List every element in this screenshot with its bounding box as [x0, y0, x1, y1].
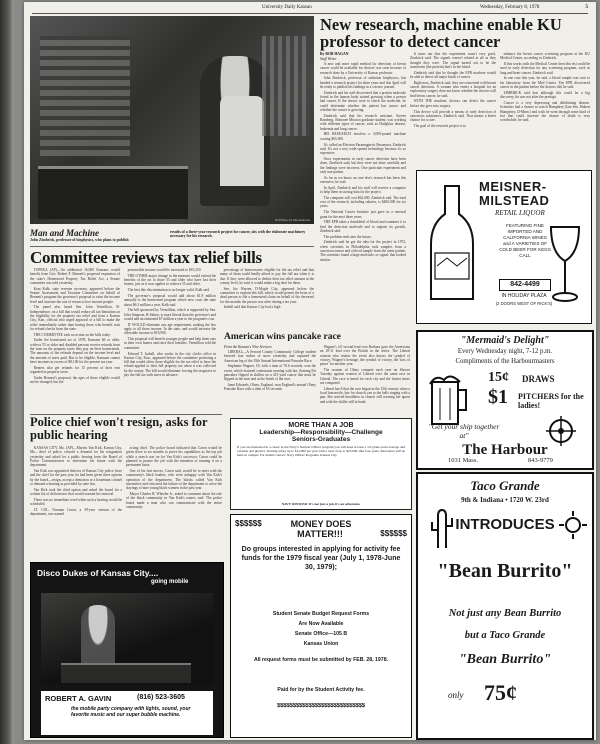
cancer-paragraph: In one case this year, he said, a blood sample was sent to his laboratory from the Med Center. The EPR discovered cancer in the patient before the doctors did, he said. [500, 76, 590, 90]
taco-tagline-2: but a Taco Grande [464, 630, 546, 641]
cancer-paragraph: Zimbrick said he got the idea for the project in 1972, when scientists in Philadelphia took samples from a cancerous tumor and a blood sample from the same patient. The scientists found a large molecule, or signal, that looked similar. [320, 240, 406, 262]
tax-column-3 [220, 268, 314, 326]
cancer-column-2 [410, 52, 496, 152]
news-photo [30, 16, 314, 224]
tax-paragraph: THE OTHER major change in the measure would extend the benefits of the act to those 55 and older who have lost their homes, just as it now applies to widows 55 and older. [124, 273, 216, 287]
cancer-paragraph: This device will provide a means of early detection of cancerous substances, Zimbrick said. That means a better chance for a cure. [410, 109, 496, 123]
cancer-paragraph: In April, Zimbrick and his staff will receive a computer to help them in storing data for the project. [320, 185, 406, 195]
taco-only: only [448, 690, 464, 700]
tax-paragraph: The panel also heard Sen. John Vermillion, R-Independence, on a bill that would reduce all tax limitation on the eligibility for the property tax relief and from a Kansas City, Kan., official who urged approval of a bill to make the relief immediately rather than having those who benefit wait for refund checks from the state. [30, 305, 120, 331]
tax-paragraph: Under the homestead act of 1978, Kansans 60 or older, widows 55 or older and disabled persons receive refunds from the state on the property taxes they pay on their homesteads. The amounts of the refunds depend on the income level and the amount of taxes paid. But to be eligible, Kansans cannot have incomes in excess of $8,100 for the present tax year. [30, 338, 120, 364]
cancer-paragraph: Cancer is a very depressing and debilitating disease. Scientists had a chance to watch Humphrey (late Sen. Hubert Humphrey, D-Minn.) and wish he went through some kind of test that could increase the chance of death is very worthwhile, he said. [500, 100, 590, 123]
harbour-slogan: "Get your ship together at" [428, 422, 500, 440]
money-forms-line2: Are Now Available [298, 621, 344, 627]
tax-paragraph: Isabell said that Kansas City had a high [220, 305, 281, 310]
taco-price: 75¢ [484, 680, 517, 705]
meisner-name-2: MILSTEAD [479, 193, 550, 208]
meisner-name-1: MEISNER- [479, 179, 547, 194]
cancer-paragraph: It's called an Electron Paramagnetic Resonator, Zimbrick said. It's not a very wide-spread technology because it's so expensive. [320, 142, 406, 156]
issue-date: Wednesday, February 8, 1978 [480, 5, 540, 10]
cancer-byline-role: Staff Writer [320, 57, 337, 61]
tax-column-2 [124, 268, 216, 410]
tax-paragraph: THE COMMITTEE took no action on the bills today. [30, 332, 111, 337]
harbour-price-2: $1 [488, 386, 508, 408]
cancer-paragraph: Zimbrick said that his research assistant, Steven Bamberg, Shawnee Mission graduate student, was working with different types of cancer, such as Hodgkins disease, leukemia and lung cancer. [320, 113, 406, 131]
equipment-rack [262, 36, 310, 136]
cancer-column-1 [320, 62, 406, 328]
taco-ad [416, 472, 594, 740]
tax-paragraph: This proposal will benefit younger people and help them stay in their own homes and raise their families, Vermillion told the committee. [124, 337, 216, 350]
wine-bottle-illustration [423, 181, 483, 311]
pancake-column-1 [224, 350, 316, 412]
cancer-paragraph: The goal of the research project is to [410, 123, 467, 128]
harbour-address: 1031 Mass. [448, 457, 478, 464]
photo-credit: Staff Photo by Tim Anderson [274, 218, 310, 222]
tax-paragraph: Edward T. Isabell, who works in the city clerk's office in Kansas City, Kan., appeared before the committee protesting a bill that would allow those eligible for the tax relief to have the refund applied to their full property tax when it was collected by the county. The bill would eliminate forcing the taxpayers to pay the full tax with taxes in advance. [124, 351, 216, 378]
cancer-paragraph: If this works with the Medical Center then this test could be used in early detection for any screening program, such as lung and heart cancer, Zimbrick said. [500, 62, 590, 75]
dj-figure [81, 605, 115, 665]
cancer-column-3 [500, 52, 590, 152]
tax-paragraph: The bill sponsored by Vermillion, which is supported by Sen. John Simpson, R-Salina, is more liberal than the governor's and would add an estimated $7 million a year to the program's cost. [124, 308, 216, 321]
police-headline: Police chief won't resign, asks for public hearing [30, 415, 208, 442]
pancake-paragraph: LIBERAL—A Seward County Community College student breezed four inches of snow yesterday and captured the American leg of the 29th Annual International Pancake Race. [224, 350, 316, 363]
disco-ad [30, 562, 224, 738]
cancer-paragraph: Once experiments in early cancer detection have been done, Zimbrick said, but they were not done carefully and the findings were incorrect. One particular experiment and only one patient. [320, 156, 406, 174]
cancer-paragraph: Zimbrick and his staff discovered that a protein molecule found in the human body started growing when a person had cancer. If the doctor were to check the molecule, he could determine whether the patient has cancer and whether the cancer is growing. [320, 90, 406, 112]
cancer-paragraph: As far as we know, no one else's research has been this extensive, he said. [320, 175, 406, 184]
tax-paragraph: TOPEKA (AP)—An additional 16,000 Kansans would benefit from Gov. Robert F. Bennett's proposed expansion of the state's Homestead Property Tax Relief Act, a Senate committee was told yesterday. [30, 268, 120, 285]
disco-subtitle: going mobile [151, 579, 189, 585]
money-deadline: All request forms must be submitted by FEB. 28, 1978. [253, 657, 389, 663]
police-column-1 [30, 446, 122, 556]
meisner-phone: 842-4499 [499, 279, 551, 291]
cancer-paragraph: The National Cancer Institute just gave us a renewal grant for the next three years. [320, 210, 406, 219]
tax-headline: Committee reviews tax relief bills [30, 248, 262, 267]
cancer-headline: New research, machine enable KU professor to detect cancer [320, 15, 562, 51]
cancer-byline: By BOB HAGAN [320, 52, 349, 56]
money-office: Senate Office—105 B [294, 631, 348, 637]
taco-product: "Bean Burrito" [437, 560, 573, 582]
money-union: Kansas Union [303, 641, 339, 647]
taco-product-2: "Bean Burrito" [458, 652, 552, 667]
cancer-paragraph: John Zimbrick, professor of radiation biophysics, has headed a research project for three years and this April will be ready to publish his findings in a science journal. [320, 76, 406, 89]
cancer-paragraph: A new and more rapid method for detection of breast cancer could be available for doctors' use soon because of research done by a University of Kansas professor. [320, 62, 406, 75]
machine-panel [40, 36, 130, 156]
money-bottom-dollars: $$$$$$$$$$$$$$$$$$$$$$$$$$$$ [277, 703, 365, 709]
cancer-paragraph: Zimbrick said that he thought the EPR machine would be able to detect all major kinds of cancer. [410, 70, 496, 79]
police-paragraph: One of his first moves, Caron said, would be to meet with the community's black leaders, who were unhappy with Van Kirk's operation of the department. The blacks called Van Kirk insensitive and criticized the failure of the department to solve the slayings of nine young black women in the past year. [126, 468, 222, 491]
tax-column-1 [30, 268, 120, 410]
pancake-headline: American wins pancake race [224, 332, 341, 342]
sun-illustration [558, 510, 588, 540]
cancer-paragraph: ZIMBRICK said that although this could be a big discovery, he was not after the prestige. [500, 90, 590, 100]
divider-rule [30, 246, 314, 247]
pancake-column-2 [320, 345, 410, 412]
navy-footer: NAVY OFFICER: It's not just a job, it's an adventure. [281, 502, 361, 506]
cancer-paragraph: The computer will cost $62,000, Zimbrick said. The total cost of the research, including salaries, is $400,000 for six years. [320, 195, 406, 209]
harbour-ad [416, 330, 594, 470]
caption-right: results of a three-year research project for cancer, sits with the elaborate machinery necessary for his research. [170, 230, 306, 239]
money-dollars-right: $$$$$$ [380, 529, 407, 538]
taco-address: 9th & Indiana • 1720 W. 23rd [461, 496, 549, 504]
tax-paragraph: The governor's proposal would add about $1.8 million annually to the homestead program which now costs the state about $6.3 million a year, Kalb said. [124, 293, 216, 307]
money-paid: Paid for by the Student Activity fee. [277, 687, 365, 693]
cancer-paragraph: The problem ends into the future. [320, 234, 372, 239]
pancake-paragraph: The women of Olney compete each year on Shrove Tuesday against women of Liberal over the same race in Liberal. The race is timed for each city and the fastest times are compared. [320, 367, 410, 385]
meisner-subtitle: RETAIL LIQUOR [495, 209, 545, 217]
money-forms-title: Student Senate Budget Request Forms [272, 611, 370, 617]
machine-desk [38, 166, 188, 219]
harbour-item-2: PITCHERS for the ladies! [518, 392, 584, 410]
police-column-2 [126, 446, 222, 556]
police-paragraph: Mayor Charles B. Wheeler Jr., asked to comment about the role of the black community in Van Kirk's ouster, said: The police board made a man who can communicate with the entire community. [126, 491, 222, 509]
taco-name: Taco Grande [470, 478, 540, 493]
money-body: Do groups interested in applying for activity fee funds for the 1979 fiscal year (July 1, 1978-June 30, 1979); [241, 546, 401, 571]
paper-name: University Daily Kansan [262, 5, 312, 10]
meisner-ad [416, 170, 592, 324]
police-paragraph: KANSAS CITY, Mo. (AP)—Marvin Van Kirk, Kansas City, Mo., chief of police, refused a demand for his resignation yesterday and asked for a public hearing from the Board of Police Commissioners to determine his future with the department. [30, 446, 122, 468]
cancer-paragraph: It turns out that the experiment wasn't very good, Zimbrick said. The signals weren't related at all as they thought they were. The signal turned out to be the transferrin (the protein) that's in the blood. [410, 52, 496, 69]
harbour-subtitle: Every Wednesday night, 7-12 p.m. [457, 348, 553, 355]
cancer-paragraph: HIS RESEARCH involves a 3,000-pound machine costing $65,000. [320, 132, 406, 141]
money-title-2: MATTER!!! [297, 529, 343, 539]
page-spine [0, 0, 14, 744]
harbour-compliments: Compliments of the Harbourmasters [455, 358, 555, 365]
disco-photo [41, 593, 213, 685]
cancer-paragraph: WITH THE machine, doctors can detect the cancer before she goes into surgery. [410, 99, 496, 108]
police-paragraph: Van Kirk took the third option and asked the board for a written list of deficiencies that would warrant his removal. [30, 487, 122, 496]
tax-paragraph: permissible income would be increased to $10,250. [124, 268, 202, 272]
pancake-paragraph: Wagner's 4.0 second lead over Barbara gave the Americans an 18-11 lead over the British in the series. The Liberal woman who retains the event also knows the symbol of victory, Wagner's heritage, the symbol of victory, the 'kiss of peace' for another year. [320, 345, 410, 367]
cancer-paragraph: THE EPR takes a thimbleful of blood and examines it to find the detection molecule and to register its growth, Zimbrick said. [320, 220, 406, 233]
tax-paragraph: Sen. Joe Warren, D-Maple City, appeared before the committee to explain this bill, which would permit the heirs of a dead person to file a homestead claim on behalf of the deceased for the months the person was alive during a tax year. [220, 286, 314, 304]
harbour-name: The Harbour [462, 442, 548, 458]
taco-introduces: INTRODUCES [455, 516, 555, 533]
navy-ad [230, 418, 412, 510]
harbour-item-1: DRAWS [522, 374, 555, 384]
harbour-price-1: 15¢ [488, 370, 509, 385]
harbour-title: "Mermaid's Delight" [460, 335, 550, 346]
disco-title: Disco Dukes of Kansas City.... [37, 568, 159, 578]
cancer-paragraph: Right now, Zimbrick said, they are concerned with breast cancer detection. A woman who enters a hospital for an exploratory surgery does not know whether the doctors will find breast cancer, he said. [410, 80, 496, 98]
tax-paragraph: IT WOULD eliminate any age requirement, making the law apply to all those income. In the state, and would increase the allowable income to $10,900. [124, 322, 216, 336]
navy-target: Seniors-Graduates [291, 436, 351, 443]
page-number: 5 [585, 5, 588, 10]
police-paragraph: LT. COL. Norman Caron, a 39-year veteran of the department, was named [30, 507, 122, 517]
disco-phone: (816) 523-3605 [137, 694, 185, 701]
caption-left: John Zimbrick, professor of biophysics, who plans to publish [30, 238, 129, 242]
money-ad [230, 514, 412, 738]
pancake-byline: From the Kansan's Wire Services [224, 345, 272, 349]
meisner-location: IN HOLIDAY PLAZA [501, 293, 547, 299]
meisner-featuring: FEATURING FINE IMPORTED AND CALIFORNIA WINES and A VARIETIES OF COLD BEER FOR KEGS CALL [499, 223, 551, 258]
tax-paragraph: percentage of homeowners eligible for the tax relief and that many of them could hardly afford to pay the full tax when it is due. If they were allowed to deduct their tax relief amount at the county level, he said, it would make a big deal for them. [220, 268, 314, 285]
harbour-phone: 843-9779 [528, 457, 553, 464]
pancake-paragraph: Janet Edwards, Olney, England, won England's annual Olney Pancake Race with a time of 65 seconds. [224, 383, 316, 392]
disco-info-box [41, 691, 213, 735]
newspaper-page [24, 2, 596, 740]
caption-title: Man and Machine [30, 228, 100, 238]
meisner-direction: (2 DOORS WEST OF RICK'S) [495, 301, 553, 306]
police-paragraph: acting chief. The police board indicated that Caron would be given three to six months to prove his capabilities as the top job while a search was on for Van Kirk's successor. Caron could be planned to pursue the job with the intention of running it on a permanent basis. [126, 446, 222, 468]
tax-paragraph: Kent Kalb, state revenue secretary, appeared before the Senate Assessment and Taxation Committee on behalf of Bennett's program the governor's proposal to raise the income level and increase the rate of return to low-income people. [30, 286, 120, 304]
page-header [32, 5, 588, 14]
police-paragraph: Van Kirk was appointed director of Kansas City police force and the chief for the past year, he had been given three options by the board—resign, accept a demotion or a lieutenant colonel or demand a hearing as provided by state law. [30, 468, 122, 486]
money-dollars-left: $$$$$$ [235, 519, 262, 528]
wine-glass-illustration [545, 223, 585, 313]
police-paragraph: There was no immediate word when such a hearing would be scheduled. [30, 497, 122, 507]
dj-turntable [61, 663, 191, 683]
navy-subtitle: Leadership—Responsibility—Challenge [259, 429, 383, 436]
tax-paragraph: Under Bennett's proposal, the ages of those eligible would not be changed, but the [30, 375, 120, 385]
disco-tagline: the mobile party company with lights, sound, your favorite music and our super bubble machine. [71, 706, 191, 719]
professor-shirt [220, 96, 264, 186]
money-title-1: MONEY DOES [290, 519, 352, 529]
pancake-paragraph: Liberal has 8 that the race began in the 15th century when a local housewife, late for church, ran to the bells ringing with a pan. She arrived breathless in church still wearing her apron and with the skillet still in hand. [320, 386, 410, 404]
navy-title: MORE THAN A JOB [288, 422, 354, 429]
navy-body: If you are interested in a career in the Navy's Nuclear Officer program you will need at least a 3.0 grade point average and calculus and physics. Starting salary up to $13,000 per year with a total of up to $23,000 after four years. Interviews will be held on campus. For details contact: Navy Officer Programs, Kansas City. [237, 445, 405, 457]
cancer-paragraph: enhance the breast cancer screening program at the KU Medical Center, according to Zimbrick. [500, 52, 590, 61]
tax-paragraph: Renters also get refunds for 15 percent of their rent regarded as property taxes. [30, 365, 120, 375]
disco-name: ROBERT A. GAVIN [45, 694, 112, 703]
tax-paragraph: The best this discrimination is no longer valid, Kalb said. [124, 288, 210, 293]
taco-tagline-1: Not just any Bean Burrito [448, 608, 562, 619]
pancake-paragraph: Stephanie Wagner, 18, with a time of 70.6 seconds, won the event, which featured contestants running with hot, flaming Kit pancakes flipped in skillets on a 415-yard course that must be flipped at the start and at the finish of the race. [224, 364, 316, 382]
